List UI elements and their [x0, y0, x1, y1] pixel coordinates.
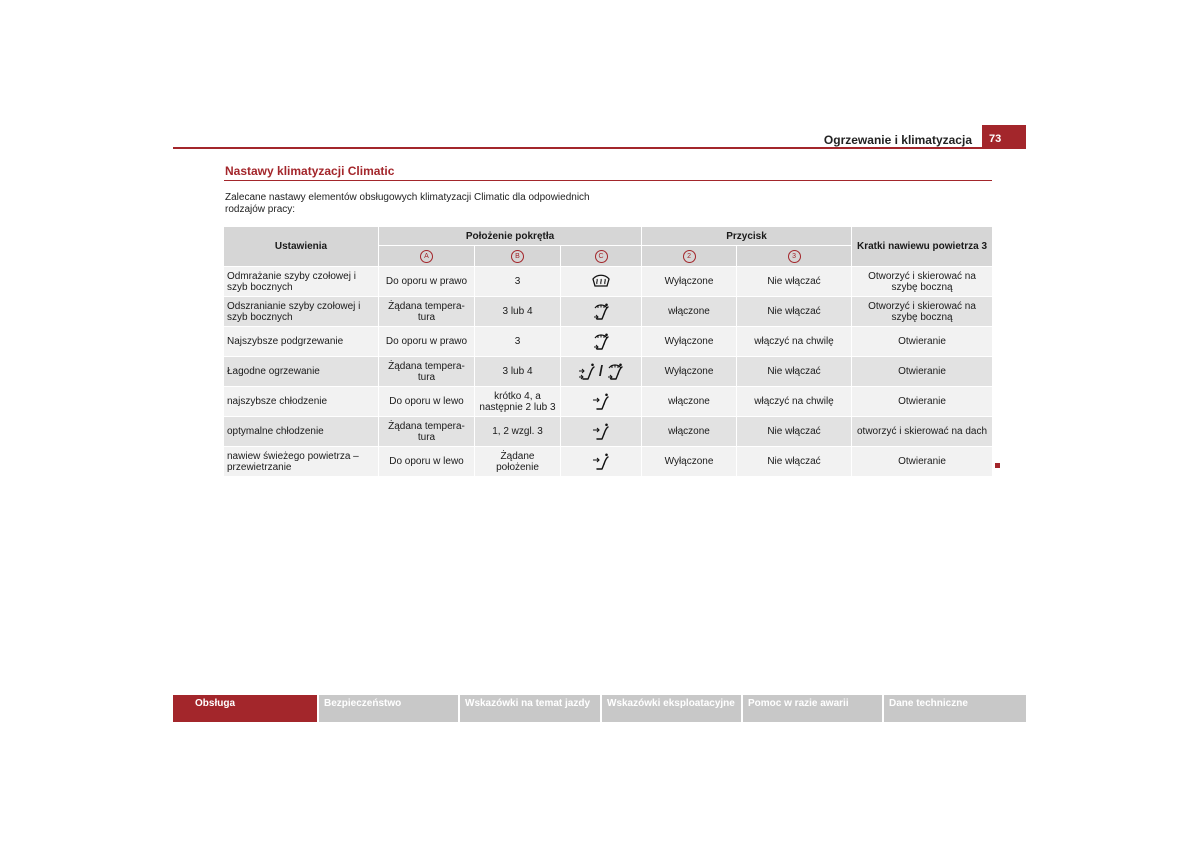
col-header-b — [474, 245, 560, 266]
cell-knob-b: 3 — [474, 326, 560, 356]
windshield-and-feet-icon — [605, 362, 625, 382]
body-air-icon — [591, 452, 611, 472]
cell-knob-c — [560, 296, 641, 326]
cell-text: szybę boczną — [891, 281, 953, 293]
cell-text: nawiew świeżego powietrza – — [227, 450, 359, 462]
cell-knob-b: 3 lub 4 — [474, 296, 560, 326]
cell-setting — [224, 296, 378, 326]
cell-vents: otworzyć i skierować na dach — [851, 416, 992, 446]
marker-3: 3 — [788, 250, 801, 263]
cell-text: przewietrzanie — [227, 461, 292, 473]
cell-text: tura — [417, 371, 436, 383]
cell-button-3: Nie włączać — [736, 266, 851, 296]
climatic-settings-table — [224, 227, 992, 476]
marker-c: C — [595, 250, 608, 263]
table-row — [224, 446, 992, 476]
page-number: 73 — [982, 125, 1026, 148]
cell-setting — [224, 266, 378, 296]
cell-text: Odmrażanie szyby czołowej i — [227, 270, 356, 282]
cell-setting: Najszybsze podgrzewanie — [224, 326, 378, 356]
table-row — [224, 356, 992, 386]
nav-tab-dane-techniczne[interactable]: Dane techniczne — [884, 695, 1026, 722]
cell-text: Odszranianie szyby czołowej i — [227, 300, 361, 312]
footer-navigation — [173, 695, 1026, 722]
cell-knob-a: Do oporu w prawo — [378, 326, 474, 356]
section-divider — [224, 180, 992, 181]
cell-button-3: włączyć na chwilę — [736, 386, 851, 416]
cell-knob-a: Do oporu w lewo — [378, 386, 474, 416]
cell-button-3: Nie włączać — [736, 296, 851, 326]
cell-button-3: Nie włączać — [736, 356, 851, 386]
cell-text: krótko 4, a — [494, 390, 541, 402]
nav-tab-bezpieczenstwo[interactable]: Bezpieczeństwo — [319, 695, 458, 722]
cell-vents: Otwieranie — [851, 356, 992, 386]
cell-vents — [851, 266, 992, 296]
nav-tab-wskazowki-eksploatacyjne[interactable]: Wskazówki eksploatacyjne — [602, 695, 741, 722]
chapter-title: Ogrzewanie i klimatyzacja — [823, 133, 972, 147]
cell-knob-c — [560, 416, 641, 446]
icon-separator: / — [598, 363, 604, 380]
cell-button-2: włączone — [641, 416, 736, 446]
intro-line-2: rodzajów pracy: — [225, 204, 296, 215]
body-air-icon — [591, 392, 611, 412]
cell-setting — [224, 446, 378, 476]
table-row — [224, 326, 992, 356]
cell-button-3: Nie włączać — [736, 446, 851, 476]
cell-text: Otworzyć i skierować na — [868, 270, 976, 282]
cell-text: Żądana tempera- — [388, 420, 465, 432]
cell-knob-a: Do oporu w prawo — [378, 266, 474, 296]
cell-button-2: włączone — [641, 386, 736, 416]
cell-vents — [851, 296, 992, 326]
cell-text: szyb bocznych — [227, 311, 293, 323]
cell-text: następnie 2 lub 3 — [479, 401, 556, 413]
col-header-knob-position: Położenie pokrętła — [378, 227, 641, 245]
cell-vents: Otwieranie — [851, 446, 992, 476]
table-row — [224, 386, 992, 416]
nav-tab-obsluga[interactable]: Obsługa — [173, 695, 317, 722]
header-divider — [173, 147, 1026, 149]
cell-knob-c — [560, 386, 641, 416]
section-title: Nastawy klimatyzacji Climatic — [225, 164, 395, 178]
table-row — [224, 416, 992, 446]
cell-button-2: Wyłączone — [641, 326, 736, 356]
cell-vents: Otwieranie — [851, 386, 992, 416]
col-header-button: Przycisk — [641, 227, 851, 245]
marker-b: B — [511, 250, 524, 263]
cell-button-3: włączyć na chwilę — [736, 326, 851, 356]
col-header-c — [560, 245, 641, 266]
nav-tab-wskazowki-jazdy[interactable]: Wskazówki na temat jazdy — [460, 695, 600, 722]
cell-knob-c — [560, 326, 641, 356]
cell-text: szyb bocznych — [227, 281, 293, 293]
col-header-settings: Ustawienia — [224, 227, 378, 266]
cell-knob-a — [378, 356, 474, 386]
col-header-a — [378, 245, 474, 266]
cell-text: tura — [417, 431, 436, 443]
nav-tab-pomoc[interactable]: Pomoc w razie awarii — [743, 695, 882, 722]
cell-button-2: Wyłączone — [641, 356, 736, 386]
marker-2: 2 — [683, 250, 696, 263]
cell-vents: Otwieranie — [851, 326, 992, 356]
section-end-marker — [995, 463, 1000, 468]
intro-text — [225, 192, 615, 216]
cell-setting: Łagodne ogrzewanie — [224, 356, 378, 386]
cell-knob-b — [474, 386, 560, 416]
windshield-and-feet-icon — [591, 302, 611, 322]
table-row — [224, 296, 992, 326]
col-header-3 — [736, 245, 851, 266]
cell-button-2: włączone — [641, 296, 736, 326]
cell-text: Otworzyć i skierować na — [868, 300, 976, 312]
col-header-2 — [641, 245, 736, 266]
body-air-icon — [591, 422, 611, 442]
cell-text: Żądana tempera- — [388, 300, 465, 312]
cell-text: tura — [417, 311, 436, 323]
cell-knob-b: 3 lub 4 — [474, 356, 560, 386]
cell-setting: najszybsze chłodzenie — [224, 386, 378, 416]
cell-knob-b: 3 — [474, 266, 560, 296]
cell-knob-c — [560, 266, 641, 296]
windshield-and-feet-icon — [591, 332, 611, 352]
cell-text: szybę boczną — [891, 311, 953, 323]
cell-knob-c — [560, 356, 641, 386]
cell-button-2: Wyłączone — [641, 446, 736, 476]
marker-a: A — [420, 250, 433, 263]
col-header-vents: Kratki nawiewu powietrza 3 — [851, 227, 992, 266]
windshield-defrost-icon — [591, 272, 611, 292]
cell-knob-a: Do oporu w lewo — [378, 446, 474, 476]
cell-knob-a — [378, 296, 474, 326]
cell-knob-b: Żądane położenie — [474, 446, 560, 476]
cell-knob-a — [378, 416, 474, 446]
intro-line-1: Zalecane nastawy elementów obsługowych klimatyzacji Climatic dla odpowiednich — [225, 192, 590, 203]
cell-button-3: Nie włączać — [736, 416, 851, 446]
cell-knob-c — [560, 446, 641, 476]
body-and-feet-icon — [577, 362, 597, 382]
cell-setting: optymalne chłodzenie — [224, 416, 378, 446]
cell-text: Żądana tempera- — [388, 360, 465, 372]
cell-knob-b: 1, 2 wzgl. 3 — [474, 416, 560, 446]
table-row — [224, 266, 992, 296]
cell-button-2: Wyłączone — [641, 266, 736, 296]
